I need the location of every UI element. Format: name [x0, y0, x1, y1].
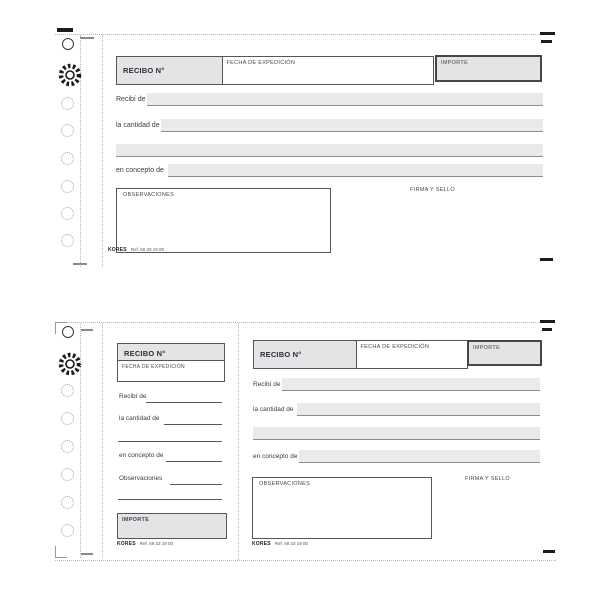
recibo-number-label: RECIBO N° [124, 349, 166, 358]
brand-logo: KORES [117, 541, 136, 547]
write-line [170, 484, 222, 485]
firma-y-sello-label: FIRMA Y SELLO [410, 187, 455, 193]
tractor-feed-hole-icon [61, 207, 74, 220]
perforation-line [55, 322, 540, 323]
write-line [118, 441, 222, 442]
concepto-label: en concepto de [119, 452, 164, 459]
tractor-feed-hole-icon [61, 234, 74, 247]
registration-mark [543, 550, 555, 553]
registration-tick [81, 329, 93, 331]
tractor-feed-hole-icon [61, 152, 74, 165]
fecha-expedicion-cell [117, 360, 225, 382]
perforation-line [102, 35, 103, 267]
registration-mark [57, 28, 73, 32]
write-line [166, 461, 222, 462]
recibo-number-cell [253, 340, 357, 369]
observaciones-label: OBSERVACIONES [123, 192, 175, 198]
perforation-line [80, 323, 81, 558]
tractor-feed-hole-icon [61, 412, 74, 425]
registration-tick [73, 263, 87, 265]
concepto-field [299, 450, 540, 463]
recibi-de-field [282, 378, 540, 391]
importe-label: IMPORTE [441, 60, 469, 66]
recibi-de-label: Recibí de [116, 96, 146, 103]
reference-number: Ref. 66 33 19 00 [130, 247, 165, 252]
tractor-feed-hole-icon [61, 97, 74, 110]
fecha-expedicion-label: FECHA DE EXPEDICIÓN [226, 60, 296, 66]
importe-label: IMPORTE [473, 345, 501, 351]
fecha-expedicion-cell [356, 340, 468, 369]
brand-logo: KORES [108, 247, 127, 253]
registration-mark [540, 320, 555, 323]
importe-cell [117, 513, 227, 539]
registration-mark [540, 258, 553, 261]
tractor-feed-hole-icon [61, 440, 74, 453]
registration-tick [80, 37, 94, 39]
importe-label: IMPORTE [122, 517, 150, 523]
importe-cell [435, 55, 542, 82]
recibo-number-cell [116, 56, 223, 85]
recibo-number-label: RECIBO N° [260, 350, 302, 359]
sprocket-hole-icon [57, 62, 83, 88]
fecha-expedicion-label: FECHA DE EXPEDICIÓN [122, 364, 185, 370]
observaciones-box [116, 188, 331, 253]
reference-number: Ref. 66 33 19 00 [139, 541, 174, 546]
stub-separation-perforation [238, 323, 239, 560]
recibi-de-label: Recibí de [253, 381, 281, 388]
cantidad-continuation-field [116, 144, 543, 157]
recibo-number-label: RECIBO N° [123, 66, 165, 75]
concepto-label: en concepto de [116, 167, 164, 174]
fecha-expedicion-cell [222, 56, 434, 85]
firma-y-sello-label: FIRMA Y SELLO [465, 476, 510, 482]
cantidad-label: la cantidad de [253, 406, 294, 413]
brand-logo: KORES [252, 541, 271, 547]
observaciones-label: OBSERVACIONES [259, 481, 311, 487]
recibi-de-label: Recibí de [119, 393, 147, 400]
registration-mark [542, 328, 552, 331]
corner-crop-mark [55, 546, 67, 558]
cantidad-field [297, 403, 540, 416]
tractor-feed-hole-icon [61, 124, 74, 137]
tractor-feed-hole-icon [61, 468, 74, 481]
tractor-feed-hole-icon [62, 326, 74, 338]
tractor-feed-hole-icon [62, 38, 74, 50]
recibo-number-cell [117, 343, 225, 361]
brand-line [108, 247, 164, 253]
registration-mark [540, 32, 555, 35]
cantidad-label: la cantidad de [119, 415, 160, 422]
observaciones-label: Observaciones [119, 475, 163, 482]
tractor-feed-hole-icon [61, 180, 74, 193]
concepto-label: en concepto de [253, 453, 298, 460]
tractor-feed-hole-icon [61, 384, 74, 397]
perforation-line [55, 34, 540, 35]
tractor-feed-hole-icon [61, 496, 74, 509]
brand-line [117, 541, 173, 547]
reference-number: Ref. 66 33 19 00 [274, 541, 309, 546]
write-line [164, 424, 222, 425]
cantidad-label: la cantidad de [116, 122, 160, 129]
fecha-expedicion-label: FECHA DE EXPEDICIÓN [360, 344, 430, 350]
perforation-line [55, 560, 556, 561]
brand-line [252, 541, 308, 547]
registration-tick [81, 553, 93, 555]
importe-cell [467, 340, 542, 366]
write-line [118, 499, 222, 500]
tractor-feed-hole-icon [61, 524, 74, 537]
concepto-field [168, 164, 543, 177]
write-line [146, 402, 222, 403]
cantidad-continuation-field [253, 427, 540, 440]
observaciones-box [252, 477, 432, 539]
registration-mark [541, 40, 552, 43]
cantidad-field [161, 119, 543, 132]
recibi-de-field [147, 93, 543, 106]
perforation-line [102, 323, 103, 558]
